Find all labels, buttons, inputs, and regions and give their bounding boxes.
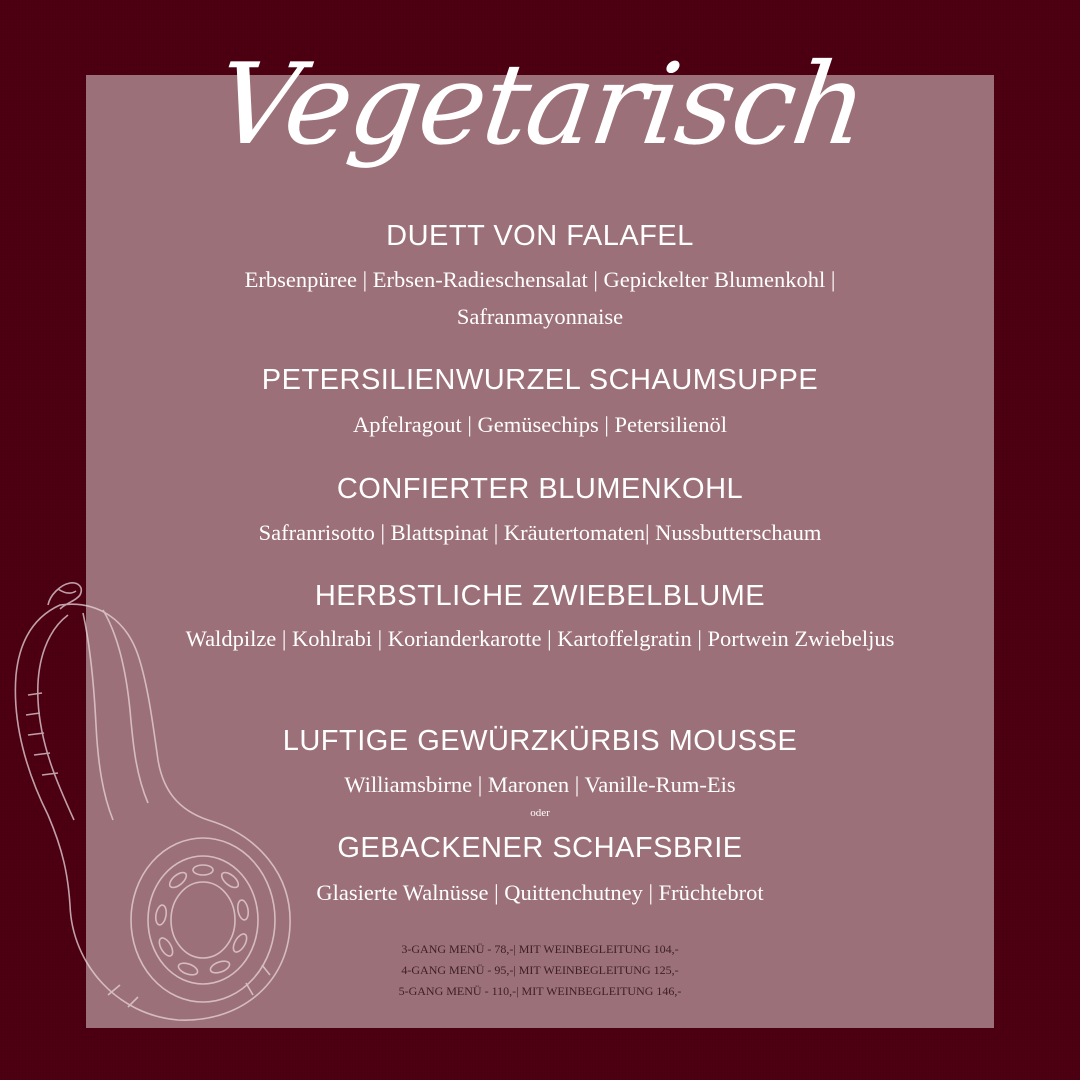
course-1-title: DUETT VON FALAFEL — [386, 220, 694, 252]
price-list — [86, 939, 994, 1002]
menu-title: Vegetarisch — [208, 40, 874, 170]
price-line-5-gang: 5-GANG MENÜ - 110,-| MIT WEINBEGLEITUNG 146,- — [398, 984, 682, 998]
course-1-description: Erbsenpüree | Erbsen-Radieschensalat | Gepickelter Blumenkohl | Safranmayonnaise — [244, 267, 836, 329]
alternative-separator: oder — [530, 807, 550, 819]
price-line-4-gang: 4-GANG MENÜ - 95,-| MIT WEINBEGLEITUNG 125,- — [401, 963, 679, 977]
course-5-title: LUFTIGE GEWÜRZKÜRBIS MOUSSE — [282, 725, 798, 757]
course-5-description: Williamsbirne | Maronen | Vanille-Rum-Eis — [344, 772, 736, 797]
course-4-description: Waldpilze | Kohlrabi | Korianderkarotte | Kartoffelgratin | Portwein Zwiebeljus — [185, 626, 895, 651]
menu-content — [86, 75, 994, 1028]
course-3-description: Safranrisotto | Blattspinat | Kräutertomaten| Nussbutterschaum — [258, 520, 822, 545]
course-2-description: Apfelragout | Gemüsechips | Petersilienöl — [353, 412, 727, 437]
course-4-title: HERBSTLICHE ZWIEBELBLUME — [314, 580, 766, 612]
price-line-3-gang: 3-GANG MENÜ - 78,-| MIT WEINBEGLEITUNG 104,- — [401, 942, 679, 956]
course-6-description: Glasierte Walnüsse | Quittenchutney | Früchtebrot — [316, 880, 764, 905]
course-3-title: CONFIERTER BLUMENKOHL — [336, 473, 744, 505]
course-2-title: PETERSILIENWURZEL SCHAUMSUPPE — [261, 364, 819, 396]
course-6-title: GEBACKENER SCHAFSBRIE — [337, 832, 743, 864]
